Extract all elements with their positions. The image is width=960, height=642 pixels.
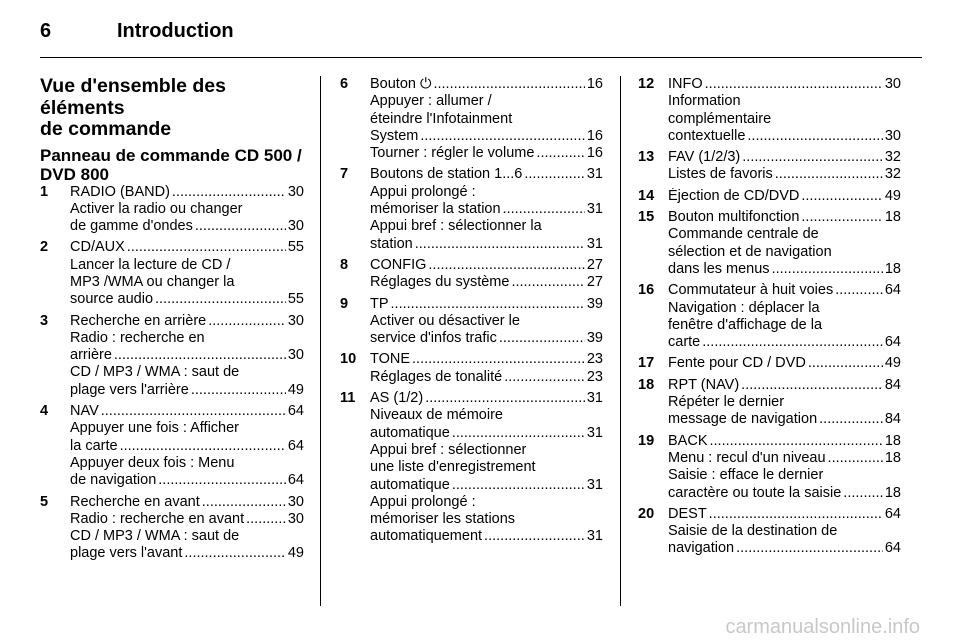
page-reference-link[interactable]: 18 — [884, 260, 901, 277]
entry-line — [668, 523, 901, 540]
dot-leader — [484, 528, 585, 545]
entry-line — [370, 76, 603, 93]
dot-leader — [155, 291, 286, 308]
dot-leader — [710, 433, 883, 450]
entry-text: navigation — [668, 540, 735, 557]
entry-text: CONFIG — [370, 256, 427, 273]
entry-line — [668, 261, 901, 278]
entry-number: 6 — [340, 76, 349, 92]
entry-text: mémoriser les stations — [370, 511, 516, 528]
entry-number: 2 — [40, 239, 49, 256]
dot-leader — [452, 477, 585, 494]
page-reference-link[interactable]: 49 — [884, 355, 901, 372]
control-entry — [40, 403, 304, 489]
page-reference-link[interactable]: 30 — [287, 312, 304, 329]
entry-line — [70, 218, 304, 235]
entry-text: Éjection de CD/DVD — [668, 187, 800, 204]
page-reference-link[interactable]: 49 — [287, 381, 304, 398]
dot-leader — [828, 450, 883, 467]
page-reference-link[interactable]: 31 — [586, 476, 603, 493]
entry-text: service d'infos trafic — [370, 330, 497, 347]
entry-line — [70, 291, 304, 308]
entry-number: 3 — [40, 312, 49, 329]
section-subtitle — [40, 146, 304, 184]
page-reference-link[interactable]: 30 — [287, 218, 304, 235]
entry-line — [668, 226, 901, 243]
entry-text: RPT (NAV) — [668, 376, 740, 393]
entry-text: MP3 /WMA ou changer la — [70, 273, 235, 290]
entry-text: Appuyer deux fois : Menu — [70, 454, 235, 471]
dot-leader — [428, 257, 584, 274]
control-entry — [638, 282, 901, 351]
dot-leader — [391, 296, 585, 313]
header-rule — [40, 57, 922, 58]
entry-line — [668, 188, 901, 205]
dot-leader — [184, 545, 285, 562]
entry-line — [70, 330, 304, 347]
entry-text: Fente pour CD / DVD — [668, 355, 806, 372]
entry-text: BACK — [668, 432, 708, 449]
entry-text: complémentaire — [668, 110, 772, 127]
entry-number: 14 — [638, 187, 655, 204]
column-divider — [620, 76, 621, 606]
page-reference-link[interactable]: 31 — [586, 166, 603, 183]
dot-leader — [801, 209, 882, 226]
page-reference-link[interactable]: 64 — [884, 334, 901, 351]
entry-line — [668, 128, 901, 145]
control-entry — [638, 506, 901, 558]
entry-line — [668, 209, 901, 226]
column-divider — [320, 76, 321, 606]
page-reference-link[interactable]: 18 — [884, 209, 901, 226]
entry-text: RADIO (BAND) — [70, 183, 170, 200]
dot-leader — [741, 377, 883, 394]
page-reference-link[interactable]: 16 — [586, 76, 603, 92]
entry-number: 16 — [638, 282, 655, 299]
dot-leader — [191, 382, 286, 399]
entry-line — [70, 420, 304, 437]
dot-leader — [536, 145, 584, 162]
page-reference-link[interactable]: 30 — [287, 183, 304, 200]
entry-text: Recherche en arrière — [70, 312, 207, 329]
page-reference-link[interactable]: 39 — [586, 330, 603, 347]
entry-line — [668, 377, 901, 394]
entry-number: 11 — [340, 390, 356, 407]
entry-text: mémoriser la station — [370, 201, 501, 218]
entry-number: 9 — [340, 295, 349, 312]
entry-text: System — [370, 127, 419, 144]
entry-text: NAV — [70, 403, 99, 420]
entry-text: Commutateur à huit voies — [668, 282, 834, 299]
entry-line — [668, 76, 901, 93]
page-reference-link[interactable]: 16 — [586, 127, 603, 144]
dot-leader — [835, 282, 883, 299]
entry-text: Appui bref : sélectionner — [370, 441, 527, 458]
entry-line — [668, 540, 901, 557]
entry-line — [370, 390, 603, 407]
dot-leader — [702, 334, 883, 351]
entry-text: la carte — [70, 437, 118, 454]
entry-line — [70, 364, 304, 381]
entry-line — [370, 494, 603, 511]
page-reference-link[interactable]: 64 — [287, 472, 304, 489]
control-entry — [40, 239, 304, 308]
entry-line — [70, 545, 304, 562]
entry-line — [370, 407, 603, 424]
dot-leader — [420, 128, 585, 145]
entry-text: Appuyer : allumer / — [370, 93, 492, 110]
dot-leader — [452, 425, 585, 442]
page-reference-link[interactable]: 23 — [586, 351, 603, 368]
entry-text: CD / MP3 / WMA : saut de — [70, 364, 240, 381]
control-entry — [638, 209, 901, 278]
entry-line — [668, 394, 901, 411]
entry-line — [370, 166, 603, 183]
entry-text: automatiquement — [370, 528, 483, 545]
column-3 — [638, 76, 901, 562]
entry-text: Activer la radio ou changer — [70, 200, 243, 217]
section-title — [40, 76, 304, 141]
entry-text: Commande centrale de — [668, 226, 819, 243]
entry-text: éteindre l'Infotainment — [370, 110, 513, 127]
entry-text: de gamme d'ondes — [70, 218, 193, 235]
page-reference-link[interactable]: 32 — [884, 149, 901, 166]
page-reference-link[interactable]: 84 — [884, 376, 901, 393]
entry-line — [370, 528, 603, 545]
entry-text: Menu : recul d'un niveau — [668, 449, 826, 466]
entry-line — [70, 347, 304, 364]
page-reference-link[interactable]: 64 — [884, 282, 901, 299]
dot-leader — [425, 390, 585, 407]
entry-line — [370, 459, 603, 476]
entry-number: 10 — [340, 351, 357, 368]
entry-text: Réglages du système — [370, 274, 510, 291]
entry-text: CD / MP3 / WMA : saut de — [70, 528, 240, 545]
entry-number: 20 — [638, 505, 655, 522]
page-reference-link[interactable]: 18 — [884, 432, 901, 449]
page-reference-link[interactable]: 49 — [287, 545, 304, 562]
entry-number: 1 — [40, 183, 49, 200]
entry-text: Appuyer une fois : Afficher — [70, 420, 240, 437]
dot-leader — [120, 438, 286, 455]
entry-line — [668, 450, 901, 467]
entry-line — [668, 149, 901, 166]
entry-text: INFO — [668, 76, 703, 92]
dot-leader — [412, 351, 585, 368]
entry-number: 19 — [638, 432, 655, 449]
entry-text: Lancer la lecture de CD / — [70, 256, 231, 273]
entry-text: de navigation — [70, 472, 157, 489]
entry-line — [70, 472, 304, 489]
dot-leader — [524, 166, 585, 183]
page-reference-link[interactable]: 39 — [586, 295, 603, 312]
entry-text: source audio — [70, 291, 154, 308]
page-reference-link[interactable]: 23 — [586, 368, 603, 385]
entry-line — [70, 257, 304, 274]
entry-text: Réglages de tonalité — [370, 368, 503, 385]
entry-line — [70, 239, 304, 256]
entry-line — [70, 528, 304, 545]
entry-line — [70, 455, 304, 472]
entry-text: carte — [668, 334, 701, 351]
control-entry — [40, 184, 304, 236]
entry-line — [668, 282, 901, 299]
control-entry — [638, 76, 901, 145]
entry-line — [370, 369, 603, 386]
entry-text: Navigation : déplacer la — [668, 299, 820, 316]
dot-leader — [808, 355, 883, 372]
entry-line — [370, 442, 603, 459]
dot-leader — [499, 330, 585, 347]
dot-leader — [172, 184, 286, 201]
dot-leader — [747, 128, 882, 145]
entry-line — [370, 201, 603, 218]
page-reference-link[interactable]: 31 — [586, 424, 603, 441]
entry-line — [370, 128, 603, 145]
page-reference-link[interactable]: 30 — [884, 76, 901, 92]
entry-line — [70, 274, 304, 291]
entry-line — [668, 433, 901, 450]
entry-text: Activer ou désactiver le — [370, 312, 520, 329]
dot-leader — [742, 149, 883, 166]
entry-text: Recherche en avant — [70, 493, 200, 510]
page-reference-link[interactable]: 18 — [884, 449, 901, 466]
entry-line — [668, 506, 901, 523]
page-reference-link[interactable]: 31 — [586, 528, 603, 545]
entry-line — [370, 184, 603, 201]
entry-line — [370, 257, 603, 274]
entry-text: Listes de favoris — [668, 166, 773, 183]
entry-text: contextuelle — [668, 127, 746, 144]
page-reference-link[interactable]: 49 — [884, 187, 901, 204]
entry-text: sélection et de navigation — [668, 243, 832, 260]
page-reference-link[interactable]: 32 — [884, 166, 901, 183]
dot-leader — [246, 511, 286, 528]
entry-line — [370, 313, 603, 330]
control-entry — [340, 257, 603, 292]
column-1 — [40, 76, 304, 567]
entry-line — [668, 334, 901, 351]
entry-text: caractère ou toute la saisie — [668, 484, 842, 501]
entry-text: FAV (1/2/3) — [668, 149, 741, 166]
control-entry — [340, 76, 603, 162]
entry-line — [70, 184, 304, 201]
entry-text: Tourner : régler le volume — [370, 145, 535, 162]
chapter-title: Introduction — [117, 20, 234, 42]
entry-line — [668, 93, 901, 110]
control-entry — [340, 390, 603, 546]
dot-leader — [736, 540, 883, 557]
entry-line — [668, 244, 901, 261]
entry-text: Répéter le dernier — [668, 394, 785, 411]
page-reference-link[interactable]: 30 — [287, 347, 304, 364]
entry-text: dans les menus — [668, 260, 770, 277]
entry-line — [370, 145, 603, 162]
section-title-line: de commande — [40, 118, 172, 140]
control-entry — [340, 296, 603, 348]
page-reference-link[interactable]: 27 — [586, 256, 603, 273]
control-entry — [40, 494, 304, 563]
dot-leader — [801, 188, 883, 205]
entry-line — [668, 467, 901, 484]
entry-text: TP — [370, 295, 389, 312]
entry-text: Appui prolongé : — [370, 493, 476, 510]
entry-text: CD/AUX — [70, 239, 125, 256]
entry-text: Radio : recherche en — [70, 329, 205, 346]
page-reference-link[interactable]: 31 — [586, 201, 603, 218]
entry-line — [70, 201, 304, 218]
entry-number: 12 — [638, 76, 655, 92]
page-reference-link[interactable]: 55 — [287, 239, 304, 256]
entry-number: 4 — [40, 403, 49, 420]
page-reference-link[interactable]: 84 — [884, 411, 901, 428]
entry-line — [668, 485, 901, 502]
entry-line — [370, 274, 603, 291]
page-reference-link[interactable]: 55 — [287, 291, 304, 308]
entry-number: 8 — [340, 256, 349, 273]
dot-leader — [127, 239, 286, 256]
section-subtitle-line: Panneau de commande CD 500 / — [40, 145, 302, 165]
entry-line — [370, 111, 603, 128]
watermark: carmanualsonline.info — [725, 616, 920, 638]
entry-line — [370, 330, 603, 347]
dot-leader — [819, 411, 883, 428]
entry-text: une liste d'enregistrement — [370, 459, 536, 476]
entry-text: Appui prolongé : — [370, 183, 476, 200]
entry-text: TONE — [370, 351, 411, 368]
entry-text: automatique — [370, 476, 450, 493]
entry-line — [668, 355, 901, 372]
entry-text: arrière — [70, 347, 112, 364]
entry-text: automatique — [370, 424, 450, 441]
dot-leader — [511, 274, 584, 291]
entry-line — [668, 111, 901, 128]
page-reference-link[interactable]: 31 — [586, 390, 603, 407]
entry-text: station — [370, 235, 413, 252]
entry-text: fenêtre d'affichage de la — [668, 316, 823, 333]
control-entry — [638, 355, 901, 372]
entry-text: Bouton ⏻ — [370, 76, 432, 92]
entry-line — [70, 438, 304, 455]
entry-line — [70, 511, 304, 528]
entry-text: Saisie : efface le dernier — [668, 467, 824, 484]
page-reference-link[interactable]: 27 — [586, 274, 603, 291]
entry-text: plage vers l'arrière — [70, 381, 189, 398]
entry-line — [370, 351, 603, 368]
entry-number: 18 — [638, 376, 655, 393]
dot-leader — [158, 472, 286, 489]
dot-leader — [114, 347, 286, 364]
dot-leader — [195, 218, 286, 235]
control-entry — [638, 433, 901, 502]
dot-leader — [503, 201, 585, 218]
entry-text: Niveaux de mémoire — [370, 407, 503, 424]
control-entry — [638, 188, 901, 205]
page-reference-link[interactable]: 31 — [586, 235, 603, 252]
entry-line — [370, 511, 603, 528]
entry-number: 7 — [340, 166, 349, 183]
entry-line — [70, 313, 304, 330]
entry-text: Radio : recherche en avant — [70, 510, 245, 527]
entry-line — [370, 296, 603, 313]
entry-line — [70, 382, 304, 399]
control-entry — [340, 351, 603, 386]
column-2 — [340, 76, 603, 550]
entry-text: DEST — [668, 505, 707, 522]
entry-list — [638, 76, 901, 558]
page-reference-link[interactable]: 64 — [287, 403, 304, 420]
entry-line — [370, 477, 603, 494]
entry-line — [370, 425, 603, 442]
entry-line — [668, 317, 901, 334]
dot-leader — [705, 76, 883, 93]
entry-line — [370, 93, 603, 110]
entry-line — [668, 300, 901, 317]
entry-line — [668, 166, 901, 183]
entry-line — [370, 218, 603, 235]
page-reference-link[interactable]: 30 — [884, 127, 901, 144]
page-reference-link[interactable]: 64 — [884, 540, 901, 557]
dot-leader — [843, 485, 883, 502]
entry-line — [370, 236, 603, 253]
entry-line — [668, 411, 901, 428]
page-reference-link[interactable]: 16 — [586, 145, 603, 162]
dot-leader — [772, 261, 883, 278]
entry-number: 15 — [638, 209, 655, 226]
dot-leader — [202, 494, 286, 511]
entry-text: Bouton multifonction — [668, 209, 800, 226]
entry-text: plage vers l'avant — [70, 545, 183, 562]
page-number: 6 — [40, 20, 52, 42]
control-entry — [638, 377, 901, 429]
dot-leader — [433, 76, 584, 93]
control-entry — [340, 166, 603, 252]
dot-leader — [709, 506, 883, 523]
control-entry — [638, 149, 901, 184]
dot-leader — [775, 166, 883, 183]
page-reference-link[interactable]: 18 — [884, 484, 901, 501]
entry-number: 5 — [40, 493, 49, 510]
entry-text: message de navigation — [668, 411, 818, 428]
entry-text: AS (1/2) — [370, 390, 424, 407]
dot-leader — [504, 369, 585, 386]
entry-list — [40, 184, 304, 563]
entry-number: 17 — [638, 355, 655, 372]
page-reference-link[interactable]: 30 — [287, 510, 304, 527]
dot-leader — [415, 236, 585, 253]
dot-leader — [208, 313, 286, 330]
entry-text: Saisie de la destination de — [668, 523, 838, 540]
control-entry — [40, 313, 304, 399]
page-reference-link[interactable]: 64 — [287, 437, 304, 454]
page-reference-link[interactable]: 64 — [884, 505, 901, 522]
entry-text: Information — [668, 93, 741, 110]
entry-number: 13 — [638, 149, 655, 166]
entry-line — [70, 494, 304, 511]
section-subtitle-line: DVD 800 — [40, 164, 109, 184]
entry-line — [70, 403, 304, 420]
entry-text: Boutons de station 1...6 — [370, 166, 523, 183]
dot-leader — [101, 403, 286, 420]
section-title-line: Vue d'ensemble des éléments — [40, 75, 226, 119]
entry-list — [340, 76, 603, 546]
page-reference-link[interactable]: 30 — [287, 493, 304, 510]
entry-text: Appui bref : sélectionner la — [370, 218, 542, 235]
